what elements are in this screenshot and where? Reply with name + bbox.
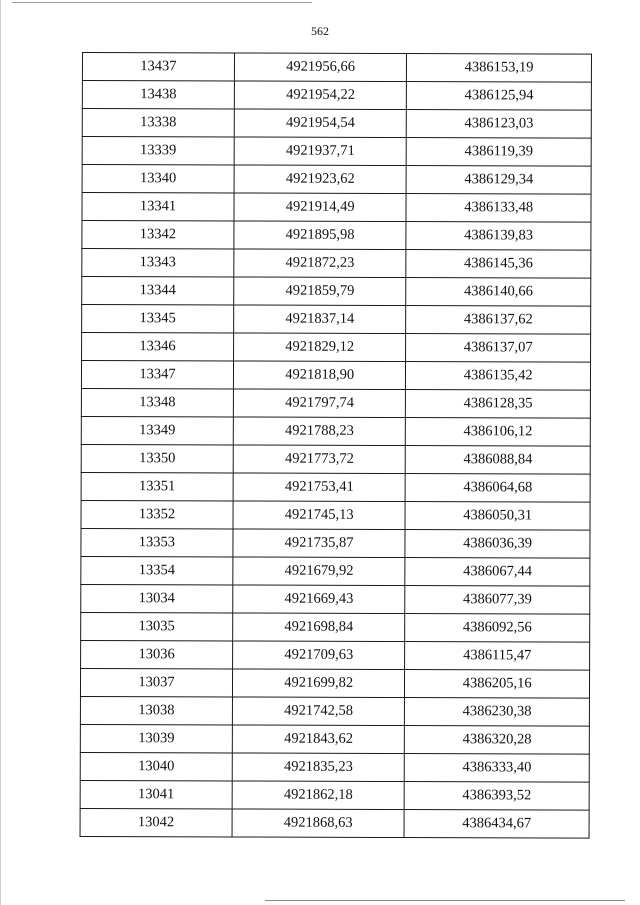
table-row [80,668,589,698]
table-row [80,780,589,810]
x-coordinate-cell: 4921859,79 [234,277,406,306]
table-row [82,165,591,195]
x-coordinate-cell: 4921956,66 [234,53,406,82]
point-id-cell: 13042 [80,808,232,836]
x-coordinate-cell: 4921843,62 [232,725,404,754]
point-id-cell: 13351 [81,472,233,500]
y-coordinate-cell: 4386153,19 [407,54,592,83]
table-row [81,388,590,418]
y-coordinate-cell: 4386088,84 [406,446,591,475]
table-row [82,53,591,83]
x-coordinate-cell: 4921914,49 [234,193,406,222]
table-row [82,221,591,251]
table-row [81,640,590,670]
point-id-cell: 13350 [81,444,233,472]
y-coordinate-cell: 4386067,44 [405,558,590,587]
point-id-cell: 13346 [82,333,234,361]
y-coordinate-cell: 4386115,47 [405,642,590,671]
x-coordinate-cell: 4921923,62 [234,165,406,194]
y-coordinate-cell: 4386145,36 [406,250,591,279]
x-coordinate-cell: 4921862,18 [232,781,404,810]
y-coordinate-cell: 4386092,56 [405,614,590,643]
x-coordinate-cell: 4921698,84 [233,613,405,642]
x-coordinate-cell: 4921954,54 [234,109,406,138]
point-id-cell: 13341 [82,193,234,221]
y-coordinate-cell: 4386320,28 [405,726,590,755]
table-row [82,109,591,139]
table-row [82,249,591,279]
y-coordinate-cell: 4386140,66 [406,278,591,307]
table-row [81,472,590,502]
x-coordinate-cell: 4921872,23 [234,249,406,278]
table-row [81,528,590,558]
y-coordinate-cell: 4386333,40 [405,754,590,783]
x-coordinate-cell: 4921709,63 [233,641,405,670]
x-coordinate-cell: 4921669,43 [233,585,405,614]
table-row [82,137,591,167]
y-coordinate-cell: 4386125,94 [407,82,592,111]
page-number: 562 [311,24,329,38]
table-row [80,808,589,838]
coordinates-table-body [80,53,591,839]
y-coordinate-cell: 4386129,34 [406,166,591,195]
point-id-cell: 13353 [81,528,233,556]
table-row [82,81,591,111]
x-coordinate-cell: 4921735,87 [233,529,405,558]
point-id-cell: 13352 [81,500,233,528]
y-coordinate-cell: 4386119,39 [407,138,592,167]
point-id-cell: 13034 [81,584,233,612]
x-coordinate-cell: 4921818,90 [233,361,405,390]
table-row [81,444,590,474]
coordinates-table [80,52,592,839]
table-row [81,556,590,586]
point-id-cell: 13036 [81,640,233,668]
x-coordinate-cell: 4921788,23 [233,417,405,446]
table-row [81,612,590,642]
point-id-cell: 13347 [81,361,233,389]
point-id-cell: 13354 [81,556,233,584]
table-row [82,305,591,335]
point-id-cell: 13040 [80,752,232,780]
y-coordinate-cell: 4386133,48 [406,194,591,223]
bottom-divider [265,900,625,901]
point-id-cell: 13438 [82,81,234,109]
table-row [80,696,589,726]
table-row [80,752,589,782]
point-id-cell: 13343 [82,249,234,277]
y-coordinate-cell: 4386137,07 [406,334,591,363]
point-id-cell: 13342 [82,221,234,249]
table-row [82,193,591,223]
point-id-cell: 13039 [80,724,232,752]
point-id-cell: 13338 [82,109,234,137]
x-coordinate-cell: 4921829,12 [234,333,406,362]
x-coordinate-cell: 4921937,71 [234,137,406,166]
y-coordinate-cell: 4386128,35 [406,390,591,419]
y-coordinate-cell: 4386106,12 [406,418,591,447]
point-id-cell: 13038 [80,696,232,724]
x-coordinate-cell: 4921699,82 [232,669,404,698]
point-id-cell: 13037 [80,668,232,696]
point-id-cell: 13340 [82,165,234,193]
point-id-cell: 13348 [81,388,233,416]
x-coordinate-cell: 4921954,22 [234,81,406,110]
point-id-cell: 13344 [82,277,234,305]
y-coordinate-cell: 4386434,67 [404,810,589,839]
table-row [81,416,590,446]
x-coordinate-cell: 4921773,72 [233,445,405,474]
y-coordinate-cell: 4386036,39 [405,530,590,559]
point-id-cell: 13041 [80,780,232,808]
y-coordinate-cell: 4386205,16 [405,670,590,699]
point-id-cell: 13349 [81,416,233,444]
y-coordinate-cell: 4386050,31 [405,502,590,531]
table-row [82,333,591,363]
x-coordinate-cell: 4921868,63 [232,809,404,838]
y-coordinate-cell: 4386123,03 [407,110,592,139]
table-row [80,724,589,754]
y-coordinate-cell: 4386230,38 [405,698,590,727]
point-id-cell: 13437 [82,53,234,81]
x-coordinate-cell: 4921797,74 [233,389,405,418]
scan-left-edge [0,0,1,905]
y-coordinate-cell: 4386139,83 [406,222,591,251]
y-coordinate-cell: 4386077,39 [405,586,590,615]
x-coordinate-cell: 4921895,98 [234,221,406,250]
point-id-cell: 13035 [81,612,233,640]
y-coordinate-cell: 4386135,42 [406,362,591,391]
table-row [81,361,590,391]
x-coordinate-cell: 4921837,14 [234,305,406,334]
top-divider [12,2,312,3]
table-row [82,277,591,307]
y-coordinate-cell: 4386137,62 [406,306,591,335]
x-coordinate-cell: 4921753,41 [233,473,405,502]
table-row [81,500,590,530]
x-coordinate-cell: 4921679,92 [233,557,405,586]
x-coordinate-cell: 4921745,13 [233,501,405,530]
table-row [81,584,590,614]
point-id-cell: 13339 [82,137,234,165]
x-coordinate-cell: 4921835,23 [232,753,404,782]
y-coordinate-cell: 4386393,52 [404,782,589,811]
y-coordinate-cell: 4386064,68 [405,474,590,503]
x-coordinate-cell: 4921742,58 [232,697,404,726]
point-id-cell: 13345 [82,305,234,333]
